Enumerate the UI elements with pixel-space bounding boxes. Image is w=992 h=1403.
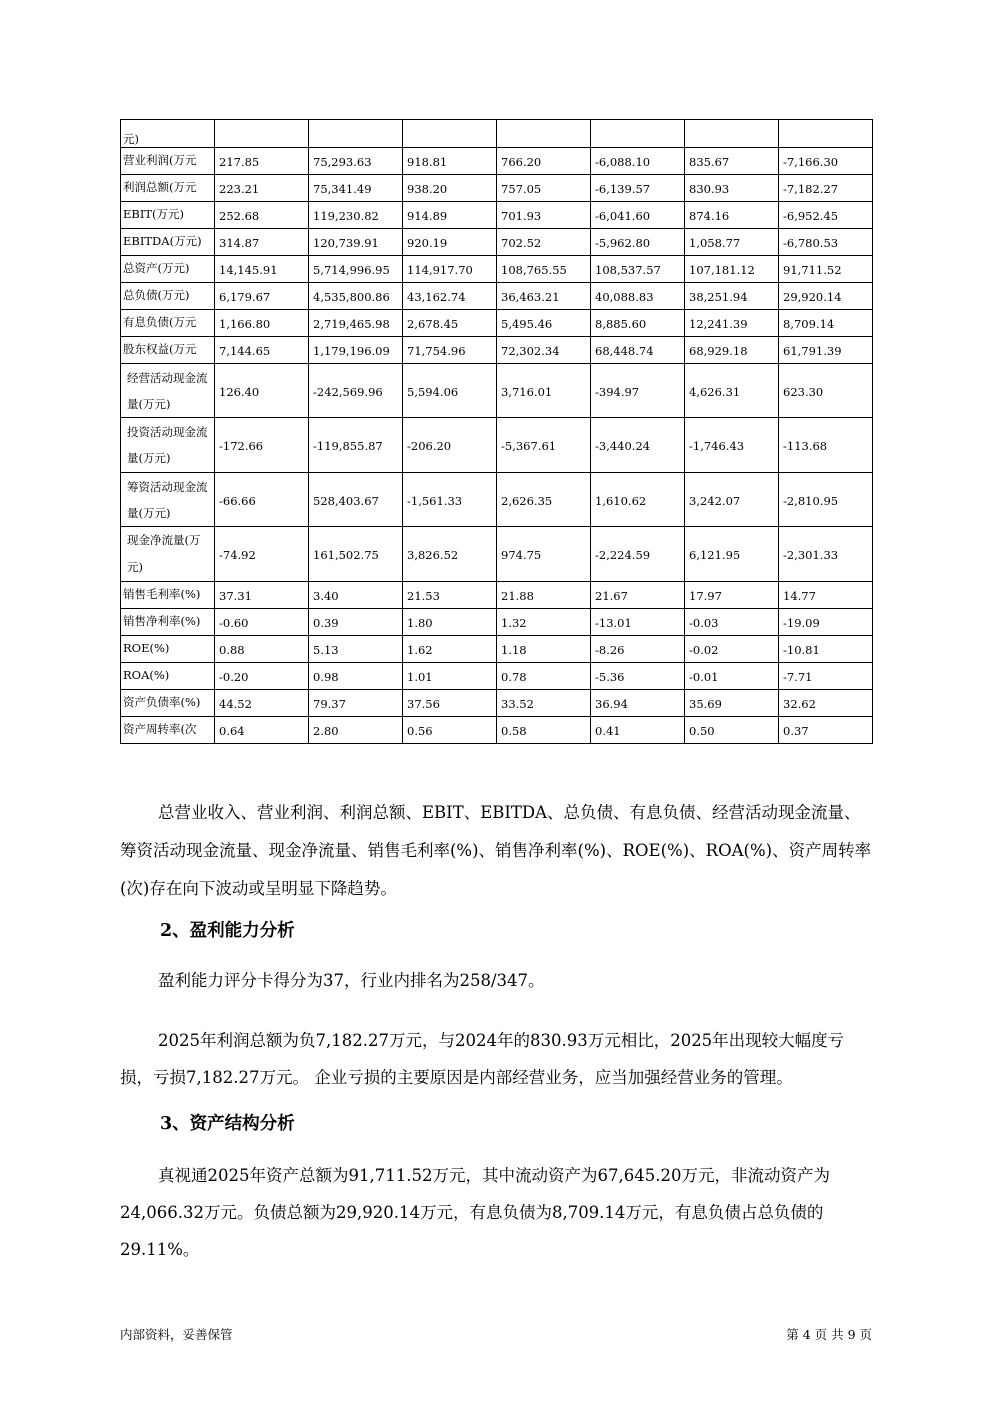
- row-label: 利润总额(万元: [121, 175, 215, 202]
- table-cell: 1.18: [497, 636, 591, 663]
- table-cell: 0.64: [215, 717, 309, 744]
- row-label: 销售净利率(%): [121, 609, 215, 636]
- section-heading-profitability: 2、盈利能力分析: [160, 921, 295, 941]
- table-row: [121, 717, 873, 744]
- table-cell: 12,241.39: [685, 310, 779, 337]
- table-cell: 5.13: [309, 636, 403, 663]
- table-cell: 8,709.14: [779, 310, 873, 337]
- table-cell: 114,917.70: [403, 256, 497, 283]
- table-cell: 38,251.94: [685, 283, 779, 310]
- table-row: [121, 175, 873, 202]
- table-row: [121, 636, 873, 663]
- table-row: [121, 582, 873, 609]
- table-cell: -6,139.57: [591, 175, 685, 202]
- footer-page-number: 第 4 页 共 9 页: [786, 1327, 872, 1342]
- table-cell: 21.88: [497, 582, 591, 609]
- table-cell: 68,448.74: [591, 337, 685, 364]
- table-cell: 5,495.46: [497, 310, 591, 337]
- table-cell: 8,885.60: [591, 310, 685, 337]
- table-cell: -172.66: [215, 418, 309, 473]
- table-cell: -10.81: [779, 636, 873, 663]
- table-cell: 0.88: [215, 636, 309, 663]
- row-label: EBIT(万元): [121, 202, 215, 229]
- table-row: [121, 364, 873, 418]
- table-cell: 702.52: [497, 229, 591, 256]
- table-cell: -7,166.30: [779, 148, 873, 175]
- table-cell: [403, 120, 497, 148]
- table-cell: [591, 120, 685, 148]
- table-row: [121, 527, 873, 582]
- table-cell: 0.50: [685, 717, 779, 744]
- row-label: ROE(%): [121, 636, 215, 663]
- table-cell: 0.39: [309, 609, 403, 636]
- table-cell: 21.67: [591, 582, 685, 609]
- table-cell: -6,088.10: [591, 148, 685, 175]
- table-cell: [497, 120, 591, 148]
- table-cell: 223.21: [215, 175, 309, 202]
- row-label: 经营活动现金流量(万元): [121, 364, 215, 418]
- table-cell: -113.68: [779, 418, 873, 473]
- table-cell: 161,502.75: [309, 527, 403, 582]
- table-cell: 4,535,800.86: [309, 283, 403, 310]
- table-cell: 1,610.62: [591, 473, 685, 527]
- table-row: [121, 663, 873, 690]
- row-label: 资产周转率(次: [121, 717, 215, 744]
- table-cell: 0.41: [591, 717, 685, 744]
- row-label: 有息负债(万元: [121, 310, 215, 337]
- table-cell: 2,678.45: [403, 310, 497, 337]
- table-cell: 119,230.82: [309, 202, 403, 229]
- table-cell: -74.92: [215, 527, 309, 582]
- table-cell: [309, 120, 403, 148]
- table-cell: -0.01: [685, 663, 779, 690]
- row-label: 总负债(万元): [121, 283, 215, 310]
- table-cell: -0.03: [685, 609, 779, 636]
- table-row: [121, 229, 873, 256]
- table-cell: [685, 120, 779, 148]
- table-cell: 36.94: [591, 690, 685, 717]
- table-cell: 32.62: [779, 690, 873, 717]
- table-cell: 4,626.31: [685, 364, 779, 418]
- table-row: [121, 473, 873, 527]
- table-cell: 1,058.77: [685, 229, 779, 256]
- table-cell: -6,952.45: [779, 202, 873, 229]
- table-cell: 0.98: [309, 663, 403, 690]
- table-cell: 1.62: [403, 636, 497, 663]
- table-cell: [215, 120, 309, 148]
- table-row: [121, 609, 873, 636]
- table-cell: 126.40: [215, 364, 309, 418]
- table-cell: 6,179.67: [215, 283, 309, 310]
- table-cell: -1,746.43: [685, 418, 779, 473]
- section-heading-asset-structure: 3、资产结构分析: [160, 1114, 295, 1134]
- row-label: 资产负债率(%): [121, 690, 215, 717]
- table-cell: 830.93: [685, 175, 779, 202]
- table-cell: 835.67: [685, 148, 779, 175]
- table-cell: 1,179,196.09: [309, 337, 403, 364]
- table-row: [121, 337, 873, 364]
- table-cell: 914.89: [403, 202, 497, 229]
- table-cell: 21.53: [403, 582, 497, 609]
- table-row: [121, 418, 873, 473]
- footer-confidential-note: 内部资料，妥善保管: [120, 1327, 233, 1342]
- table-cell: 75,293.63: [309, 148, 403, 175]
- table-cell: -206.20: [403, 418, 497, 473]
- table-cell: 623.30: [779, 364, 873, 418]
- table-cell: 37.56: [403, 690, 497, 717]
- row-label: 销售毛利率(%): [121, 582, 215, 609]
- financial-table: [120, 119, 873, 744]
- table-cell: 1.32: [497, 609, 591, 636]
- table-cell: 938.20: [403, 175, 497, 202]
- row-label: 筹资活动现金流量(万元): [121, 473, 215, 527]
- table-cell: 91,711.52: [779, 256, 873, 283]
- table-cell: 108,537.57: [591, 256, 685, 283]
- table-cell: 2,626.35: [497, 473, 591, 527]
- table-cell: 757.05: [497, 175, 591, 202]
- table-cell: -242,569.96: [309, 364, 403, 418]
- table-cell: 3.40: [309, 582, 403, 609]
- table-cell: 701.93: [497, 202, 591, 229]
- table-body: [121, 120, 873, 744]
- table-row: [121, 120, 873, 148]
- table-cell: 7,144.65: [215, 337, 309, 364]
- row-label: 股东权益(万元: [121, 337, 215, 364]
- row-label: 投资活动现金流量(万元): [121, 418, 215, 473]
- table-cell: 40,088.83: [591, 283, 685, 310]
- table-cell: 528,403.67: [309, 473, 403, 527]
- table-cell: 5,594.06: [403, 364, 497, 418]
- table-cell: 14,145.91: [215, 256, 309, 283]
- table-row: [121, 256, 873, 283]
- row-label: ROA(%): [121, 663, 215, 690]
- table-cell: 1,166.80: [215, 310, 309, 337]
- table-cell: -5.36: [591, 663, 685, 690]
- table-row: [121, 310, 873, 337]
- table-cell: -19.09: [779, 609, 873, 636]
- table-row: [121, 202, 873, 229]
- row-label: 营业利润(万元: [121, 148, 215, 175]
- table-cell: 252.68: [215, 202, 309, 229]
- table-cell: 766.20: [497, 148, 591, 175]
- table-cell: 0.78: [497, 663, 591, 690]
- table-cell: -394.97: [591, 364, 685, 418]
- table-cell: 61,791.39: [779, 337, 873, 364]
- table-row: [121, 690, 873, 717]
- table-cell: -0.20: [215, 663, 309, 690]
- row-label: 现金净流量(万元): [121, 527, 215, 582]
- table-cell: -7.71: [779, 663, 873, 690]
- table-cell: -2,810.95: [779, 473, 873, 527]
- table-cell: 1.80: [403, 609, 497, 636]
- table-cell: 0.37: [779, 717, 873, 744]
- table-cell: -2,224.59: [591, 527, 685, 582]
- table-cell: 3,242.07: [685, 473, 779, 527]
- row-label: EBITDA(万元): [121, 229, 215, 256]
- table-cell: 2.80: [309, 717, 403, 744]
- table-cell: -5,367.61: [497, 418, 591, 473]
- table-cell: 33.52: [497, 690, 591, 717]
- table-cell: 0.58: [497, 717, 591, 744]
- table-cell: 79.37: [309, 690, 403, 717]
- table-cell: 974.75: [497, 527, 591, 582]
- table-cell: -6,041.60: [591, 202, 685, 229]
- table-cell: 71,754.96: [403, 337, 497, 364]
- row-label: 总资产(万元): [121, 256, 215, 283]
- table-cell: 107,181.12: [685, 256, 779, 283]
- row-label: 元): [121, 120, 215, 148]
- table-cell: -13.01: [591, 609, 685, 636]
- profit-loss-paragraph: 2025年利润总额为负7,182.27万元，与2024年的830.93万元相比，2025年出现较大幅度亏损，亏损7,182.27万元。 企业亏损的主要原因是内部经营业务，应当加强经营业务的管理。: [120, 1031, 845, 1087]
- table-cell: 37.31: [215, 582, 309, 609]
- asset-structure-paragraph: 真视通2025年资产总额为91,711.52万元，其中流动资产为67,645.20万元，非流动资产为24,066.32万元。负债总额为29,920.14万元，有息负债为8,709.14万元，有息负债占总负债的29.11%。: [120, 1166, 830, 1259]
- table-cell: [779, 120, 873, 148]
- table-cell: 43,162.74: [403, 283, 497, 310]
- table-cell: 874.16: [685, 202, 779, 229]
- table-cell: -0.60: [215, 609, 309, 636]
- table-cell: 5,714,996.95: [309, 256, 403, 283]
- table-cell: 120,739.91: [309, 229, 403, 256]
- table-cell: 918.81: [403, 148, 497, 175]
- table-cell: 217.85: [215, 148, 309, 175]
- table-cell: -7,182.27: [779, 175, 873, 202]
- table-cell: -2,301.33: [779, 527, 873, 582]
- table-cell: 72,302.34: [497, 337, 591, 364]
- table-cell: -5,962.80: [591, 229, 685, 256]
- table-cell: -0.02: [685, 636, 779, 663]
- table-cell: 17.97: [685, 582, 779, 609]
- table-cell: 3,716.01: [497, 364, 591, 418]
- table-cell: -8.26: [591, 636, 685, 663]
- table-cell: -66.66: [215, 473, 309, 527]
- table-cell: -3,440.24: [591, 418, 685, 473]
- table-cell: 920.19: [403, 229, 497, 256]
- table-cell: 3,826.52: [403, 527, 497, 582]
- table-cell: 2,719,465.98: [309, 310, 403, 337]
- summary-paragraph: 总营业收入、营业利润、利润总额、EBIT、EBITDA、总负债、有息负债、经营活动现金流量、筹资活动现金流量、现金净流量、销售毛利率(%)、销售净利率(%)、ROE(%)、ROA(%)、资产周转率(次)存在向下波动或呈明显下降趋势。: [120, 803, 872, 898]
- table-cell: 44.52: [215, 690, 309, 717]
- profitability-score-paragraph: 盈利能力评分卡得分为37，行业内排名为258/347。: [158, 971, 545, 990]
- table-cell: -6,780.53: [779, 229, 873, 256]
- table-cell: -119,855.87: [309, 418, 403, 473]
- table-cell: 108,765.55: [497, 256, 591, 283]
- table-row: [121, 148, 873, 175]
- table-cell: 68,929.18: [685, 337, 779, 364]
- table-cell: 29,920.14: [779, 283, 873, 310]
- table-cell: 14.77: [779, 582, 873, 609]
- table-cell: 36,463.21: [497, 283, 591, 310]
- table-cell: 0.56: [403, 717, 497, 744]
- table-cell: 35.69: [685, 690, 779, 717]
- table-cell: 314.87: [215, 229, 309, 256]
- table-cell: 75,341.49: [309, 175, 403, 202]
- table-cell: -1,561.33: [403, 473, 497, 527]
- table-cell: 1.01: [403, 663, 497, 690]
- table-cell: 6,121.95: [685, 527, 779, 582]
- table-row: [121, 283, 873, 310]
